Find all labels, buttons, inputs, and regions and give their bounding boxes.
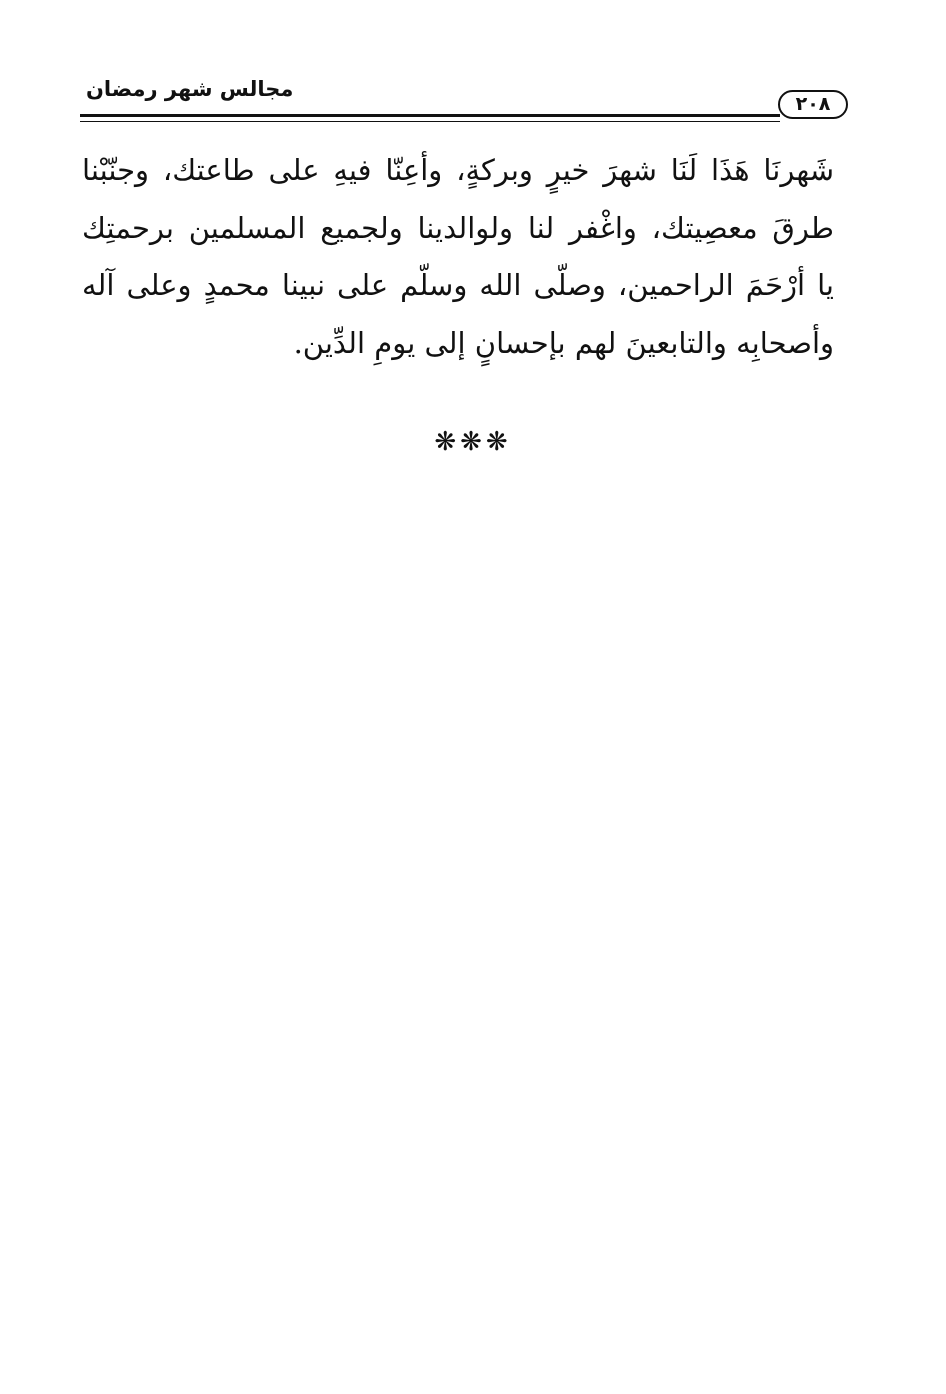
body-line: وأصحابِه والتابعينَ لهم بإحسانٍ إلى يومِ الدِّين. [293,325,834,360]
page-number: ٢٠٨ [795,93,831,115]
header-rule-thin [80,121,780,122]
body-paragraph [82,142,834,372]
section-separator: ❋❋❋ [434,427,512,457]
header-rule-thick [80,114,780,117]
running-header [86,74,856,115]
page-number-badge [778,90,848,119]
running-title: مجالس شهر رمضان [86,77,294,101]
body-line: يا أرْحَمَ الراحمين، وصلّى الله وسلّم على نبينا محمدٍ وعلى آله [82,268,834,302]
body-line: شَهرنَا هَذَا لَنَا شهرَ خيرٍ وبركةٍ، وأعِنّا فيهِ على طاعتك، وجنّبْنا [82,153,834,187]
body-line: طرقَ معصِيتك، واغْفر لنا ولوالدينا ولجميع المسلمين برحمتِك [82,210,834,245]
